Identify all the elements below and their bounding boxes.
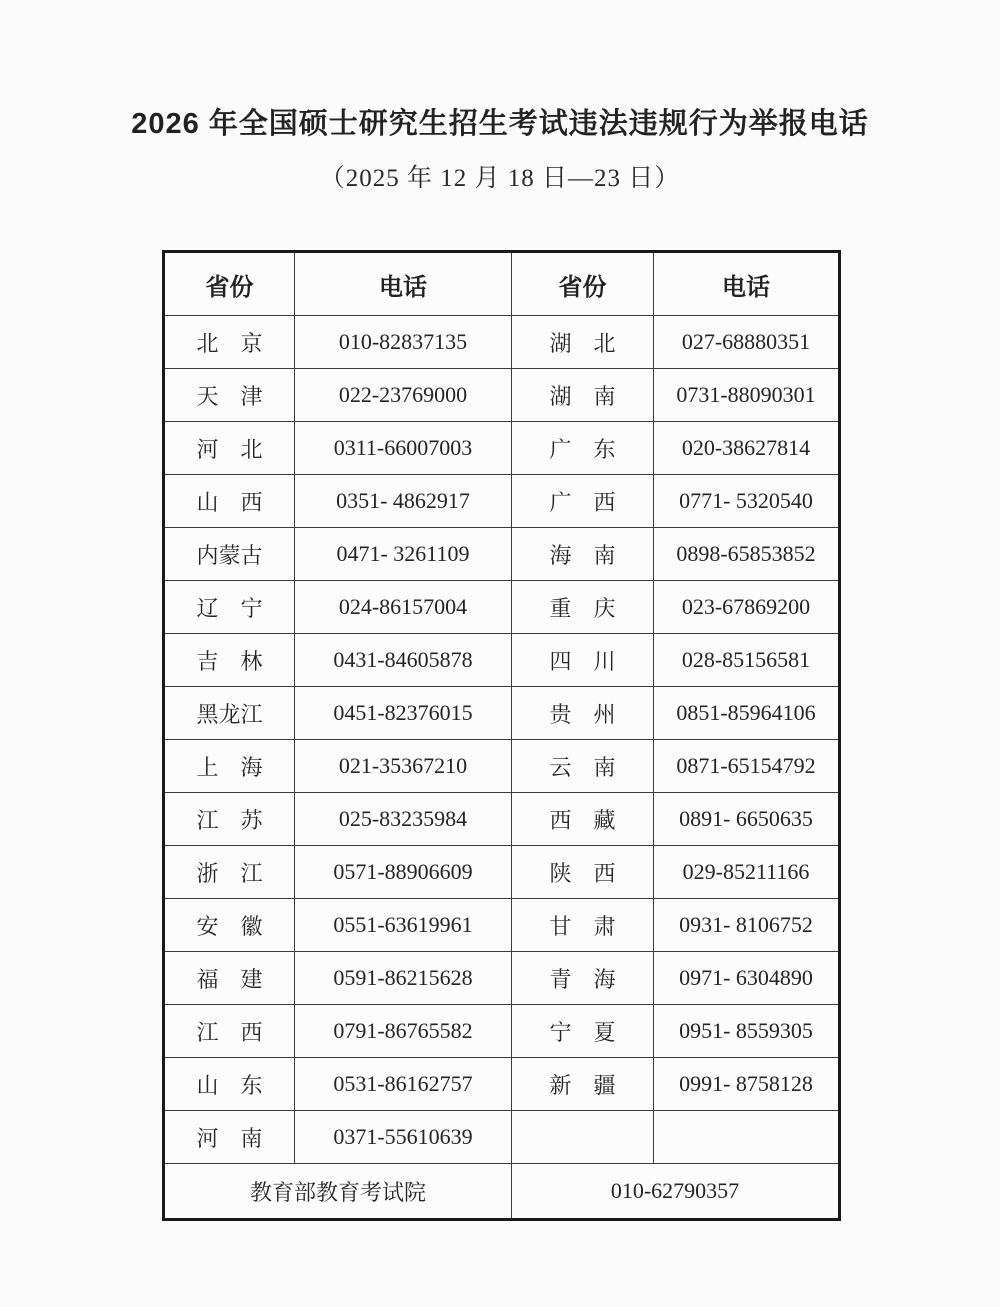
province-cell: 陕 西 (512, 846, 654, 899)
province-cell: 辽 宁 (164, 581, 295, 634)
table-header-row (164, 252, 840, 316)
phone-cell: 021-35367210 (295, 740, 512, 793)
phone-cell: 0871-65154792 (654, 740, 840, 793)
phone-cell: 0791-86765582 (295, 1005, 512, 1058)
report-hotline-table (162, 250, 841, 1221)
footer-agency-cell: 教育部教育考试院 (164, 1164, 512, 1220)
table-row (164, 793, 840, 846)
table-row (164, 528, 840, 581)
province-cell: 河 南 (164, 1111, 295, 1164)
province-cell: 甘 肃 (512, 899, 654, 952)
province-cell: 江 苏 (164, 793, 295, 846)
province-cell: 内蒙古 (164, 528, 295, 581)
province-cell: 广 东 (512, 422, 654, 475)
table-row (164, 899, 840, 952)
province-cell: 浙 江 (164, 846, 295, 899)
province-cell: 青 海 (512, 952, 654, 1005)
phone-cell: 025-83235984 (295, 793, 512, 846)
phone-cell: 0451-82376015 (295, 687, 512, 740)
page-subtitle: （2025 年 12 月 18 日—23 日） (319, 165, 681, 192)
phone-cell: 0951- 8559305 (654, 1005, 840, 1058)
phone-cell: 0891- 6650635 (654, 793, 840, 846)
table-row (164, 634, 840, 687)
phone-cell: 028-85156581 (654, 634, 840, 687)
province-cell: 天 津 (164, 369, 295, 422)
phone-cell: 0971- 6304890 (654, 952, 840, 1005)
header-province-right: 省份 (512, 252, 654, 316)
province-cell: 广 西 (512, 475, 654, 528)
phone-cell: 0571-88906609 (295, 846, 512, 899)
province-cell: 北 京 (164, 316, 295, 369)
province-cell: 贵 州 (512, 687, 654, 740)
province-cell: 云 南 (512, 740, 654, 793)
header-province-left: 省份 (164, 252, 295, 316)
province-cell: 新 疆 (512, 1058, 654, 1111)
table-row (164, 1111, 840, 1164)
phone-cell: 0731-88090301 (654, 369, 840, 422)
province-cell: 江 西 (164, 1005, 295, 1058)
phone-cell: 0371-55610639 (295, 1111, 512, 1164)
province-cell: 湖 南 (512, 369, 654, 422)
phone-cell: 0898-65853852 (654, 528, 840, 581)
table-row (164, 316, 840, 369)
phone-cell: 010-82837135 (295, 316, 512, 369)
table-row (164, 740, 840, 793)
table-row (164, 846, 840, 899)
phone-cell: 0991- 8758128 (654, 1058, 840, 1111)
phone-cell: 022-23769000 (295, 369, 512, 422)
table-row (164, 369, 840, 422)
province-cell: 安 徽 (164, 899, 295, 952)
phone-cell: 0851-85964106 (654, 687, 840, 740)
table-row (164, 1005, 840, 1058)
table-row (164, 1058, 840, 1111)
province-cell: 山 西 (164, 475, 295, 528)
province-cell: 重 庆 (512, 581, 654, 634)
phone-cell: 0471- 3261109 (295, 528, 512, 581)
phone-cell: 0431-84605878 (295, 634, 512, 687)
phone-cell: 0351- 4862917 (295, 475, 512, 528)
empty-cell (654, 1111, 840, 1164)
table-row (164, 581, 840, 634)
province-cell: 河 北 (164, 422, 295, 475)
province-cell: 山 东 (164, 1058, 295, 1111)
province-cell: 黑龙江 (164, 687, 295, 740)
province-cell: 上 海 (164, 740, 295, 793)
empty-cell (512, 1111, 654, 1164)
table-row (164, 422, 840, 475)
phone-cell: 027-68880351 (654, 316, 840, 369)
province-cell: 四 川 (512, 634, 654, 687)
page-title: 2026 年全国硕士研究生招生考试违法违规行为举报电话 (131, 108, 869, 140)
phone-cell: 029-85211166 (654, 846, 840, 899)
phone-cell: 020-38627814 (654, 422, 840, 475)
province-cell: 宁 夏 (512, 1005, 654, 1058)
phone-cell: 0771- 5320540 (654, 475, 840, 528)
phone-cell: 0931- 8106752 (654, 899, 840, 952)
province-cell: 福 建 (164, 952, 295, 1005)
table-row (164, 952, 840, 1005)
phone-cell: 0551-63619961 (295, 899, 512, 952)
phone-cell: 0591-86215628 (295, 952, 512, 1005)
province-cell: 西 藏 (512, 793, 654, 846)
table-footer-row (164, 1164, 840, 1220)
table-row (164, 475, 840, 528)
province-cell: 湖 北 (512, 316, 654, 369)
footer-phone-cell: 010-62790357 (512, 1164, 840, 1220)
province-cell: 吉 林 (164, 634, 295, 687)
phone-cell: 0311-66007003 (295, 422, 512, 475)
table-row (164, 687, 840, 740)
phone-cell: 023-67869200 (654, 581, 840, 634)
phone-cell: 024-86157004 (295, 581, 512, 634)
phone-cell: 0531-86162757 (295, 1058, 512, 1111)
header-phone-left: 电话 (295, 252, 512, 316)
header-phone-right: 电话 (654, 252, 840, 316)
province-cell: 海 南 (512, 528, 654, 581)
